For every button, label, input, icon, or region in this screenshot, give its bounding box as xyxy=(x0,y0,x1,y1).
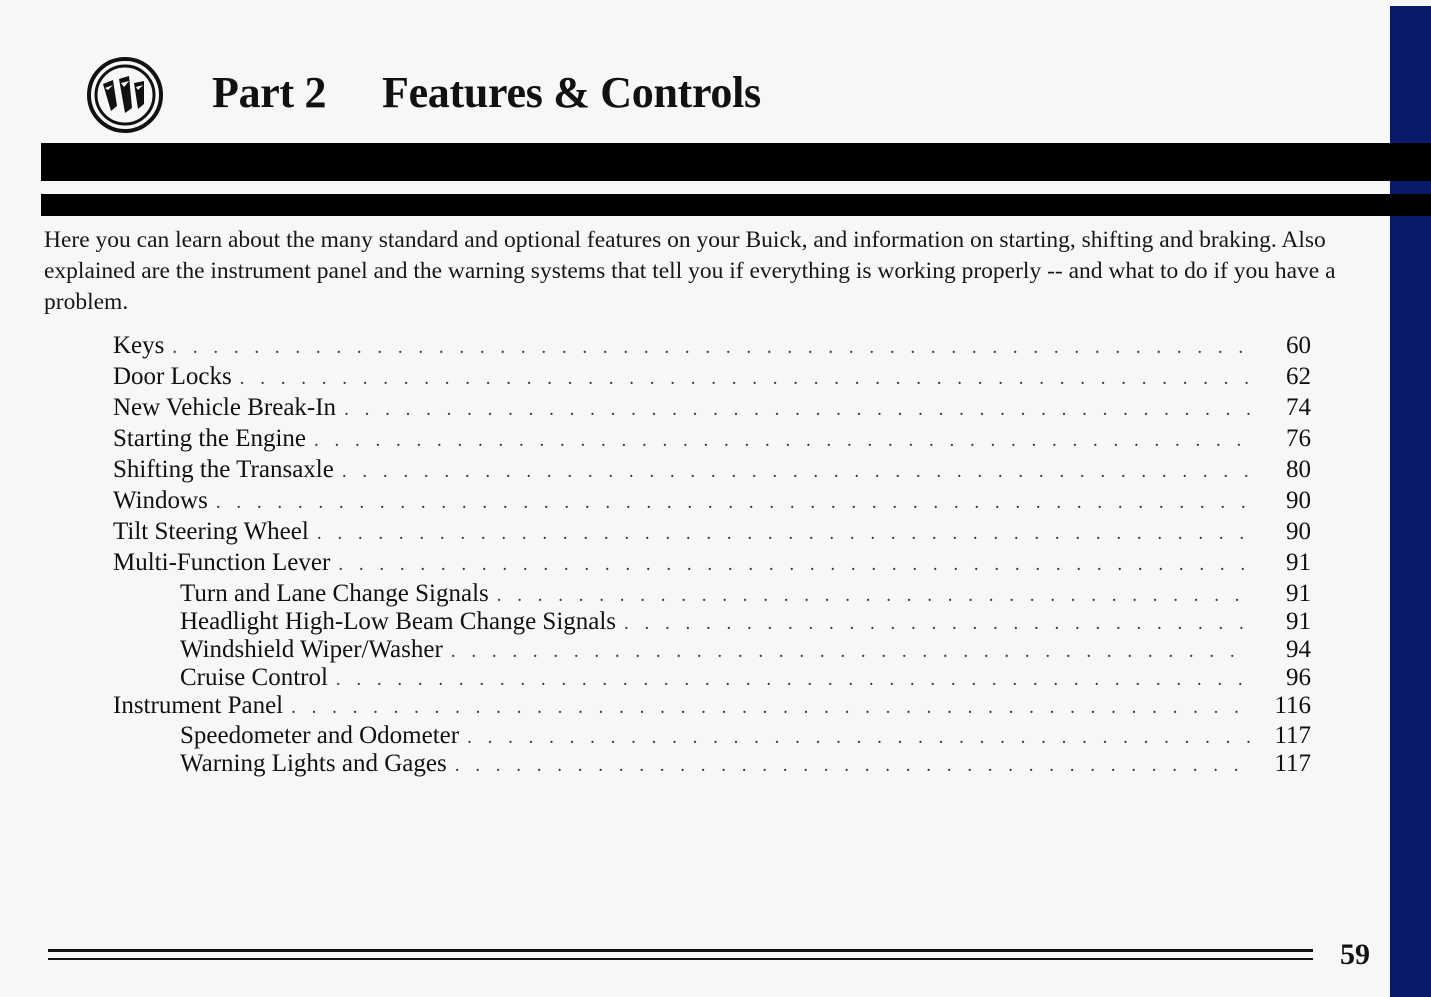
toc-entry xyxy=(180,722,1311,752)
toc-entry xyxy=(113,425,1311,455)
toc-entry xyxy=(180,636,1311,666)
toc-entry-title: New Vehicle Break-In xyxy=(113,394,337,421)
toc-entry-page: 74 xyxy=(1286,394,1311,421)
toc-entry-page: 80 xyxy=(1286,456,1311,483)
toc-entry-title: Keys xyxy=(113,332,165,359)
toc-leader-dots xyxy=(344,399,1251,421)
toc-entry-title: Starting the Engine xyxy=(113,425,307,452)
toc-entry xyxy=(113,363,1311,393)
toc-leader-dots xyxy=(172,337,1251,359)
toc-entry xyxy=(113,549,1311,579)
toc-entry-page: 94 xyxy=(1286,636,1311,663)
toc-entry xyxy=(113,394,1311,424)
toc-leader-dots xyxy=(336,669,1251,691)
intro-paragraph: Here you can learn about the many standard and optional features on your Buick, and information on starting, shifting and braking. Also explained are the instrument panel and the warning systems that tell you if everything is working properly -- and what to do if you have a problem. xyxy=(44,227,1336,315)
toc-entry-page: 60 xyxy=(1286,332,1311,359)
toc-leader-dots xyxy=(291,697,1251,719)
toc-entry-page: 117 xyxy=(1274,750,1311,777)
toc-entry xyxy=(180,750,1311,780)
part-number: Part 2 xyxy=(212,68,327,117)
page-number: 59 xyxy=(1340,938,1370,971)
toc-leader-dots xyxy=(342,461,1251,483)
toc-entry xyxy=(113,518,1311,548)
header-bar-thick xyxy=(41,143,1431,181)
toc-entry xyxy=(180,664,1311,694)
toc-entry-page: 76 xyxy=(1286,425,1311,452)
toc-leader-dots xyxy=(338,554,1251,576)
toc-entry-title: Cruise Control xyxy=(180,664,328,691)
toc-leader-dots xyxy=(451,641,1251,663)
section-title: Features & Controls xyxy=(382,68,761,117)
toc-entry-page: 96 xyxy=(1286,664,1311,691)
toc-entry-page: 91 xyxy=(1286,549,1311,576)
footer-rule-thin xyxy=(48,958,1313,960)
toc-entry-title: Headlight High-Low Beam Change Signals xyxy=(180,608,617,635)
toc-entry xyxy=(113,692,1311,722)
toc-entry-title: Windows xyxy=(113,487,208,514)
toc-entry-page: 91 xyxy=(1286,608,1311,635)
toc-entry xyxy=(113,332,1311,362)
toc-entry xyxy=(180,608,1311,638)
footer-rule-thick xyxy=(48,949,1313,952)
toc-entry-title: Shifting the Transaxle xyxy=(113,456,334,483)
toc-leader-dots xyxy=(467,727,1251,749)
toc-entry-title: Speedometer and Odometer xyxy=(180,722,460,749)
header-bar-thin xyxy=(41,194,1431,216)
toc-leader-dots xyxy=(314,430,1251,452)
toc-entry-title: Warning Lights and Gages xyxy=(180,750,447,777)
toc-leader-dots xyxy=(497,585,1251,607)
toc-leader-dots xyxy=(624,613,1251,635)
toc-entry xyxy=(113,487,1311,517)
toc-entry-title: Instrument Panel xyxy=(113,692,284,719)
toc-entry-page: 117 xyxy=(1274,722,1311,749)
toc-leader-dots xyxy=(240,368,1251,390)
toc-entry-page: 116 xyxy=(1274,692,1311,719)
toc-entry xyxy=(180,580,1311,610)
toc-leader-dots xyxy=(216,492,1251,514)
toc-leader-dots xyxy=(455,755,1251,777)
toc-entry-page: 91 xyxy=(1286,580,1311,607)
toc-entry-page: 90 xyxy=(1286,487,1311,514)
toc-entry-page: 62 xyxy=(1286,363,1311,390)
toc-entry xyxy=(113,456,1311,486)
toc-entry-title: Multi-Function Lever xyxy=(113,549,331,576)
buick-logo-icon xyxy=(86,56,164,134)
toc-entry-title: Tilt Steering Wheel xyxy=(113,518,309,545)
toc-leader-dots xyxy=(317,523,1251,545)
toc-entry-page: 90 xyxy=(1286,518,1311,545)
toc-entry-title: Windshield Wiper/Washer xyxy=(180,636,443,663)
toc-entry-title: Turn and Lane Change Signals xyxy=(180,580,489,607)
toc-entry-title: Door Locks xyxy=(113,363,232,390)
